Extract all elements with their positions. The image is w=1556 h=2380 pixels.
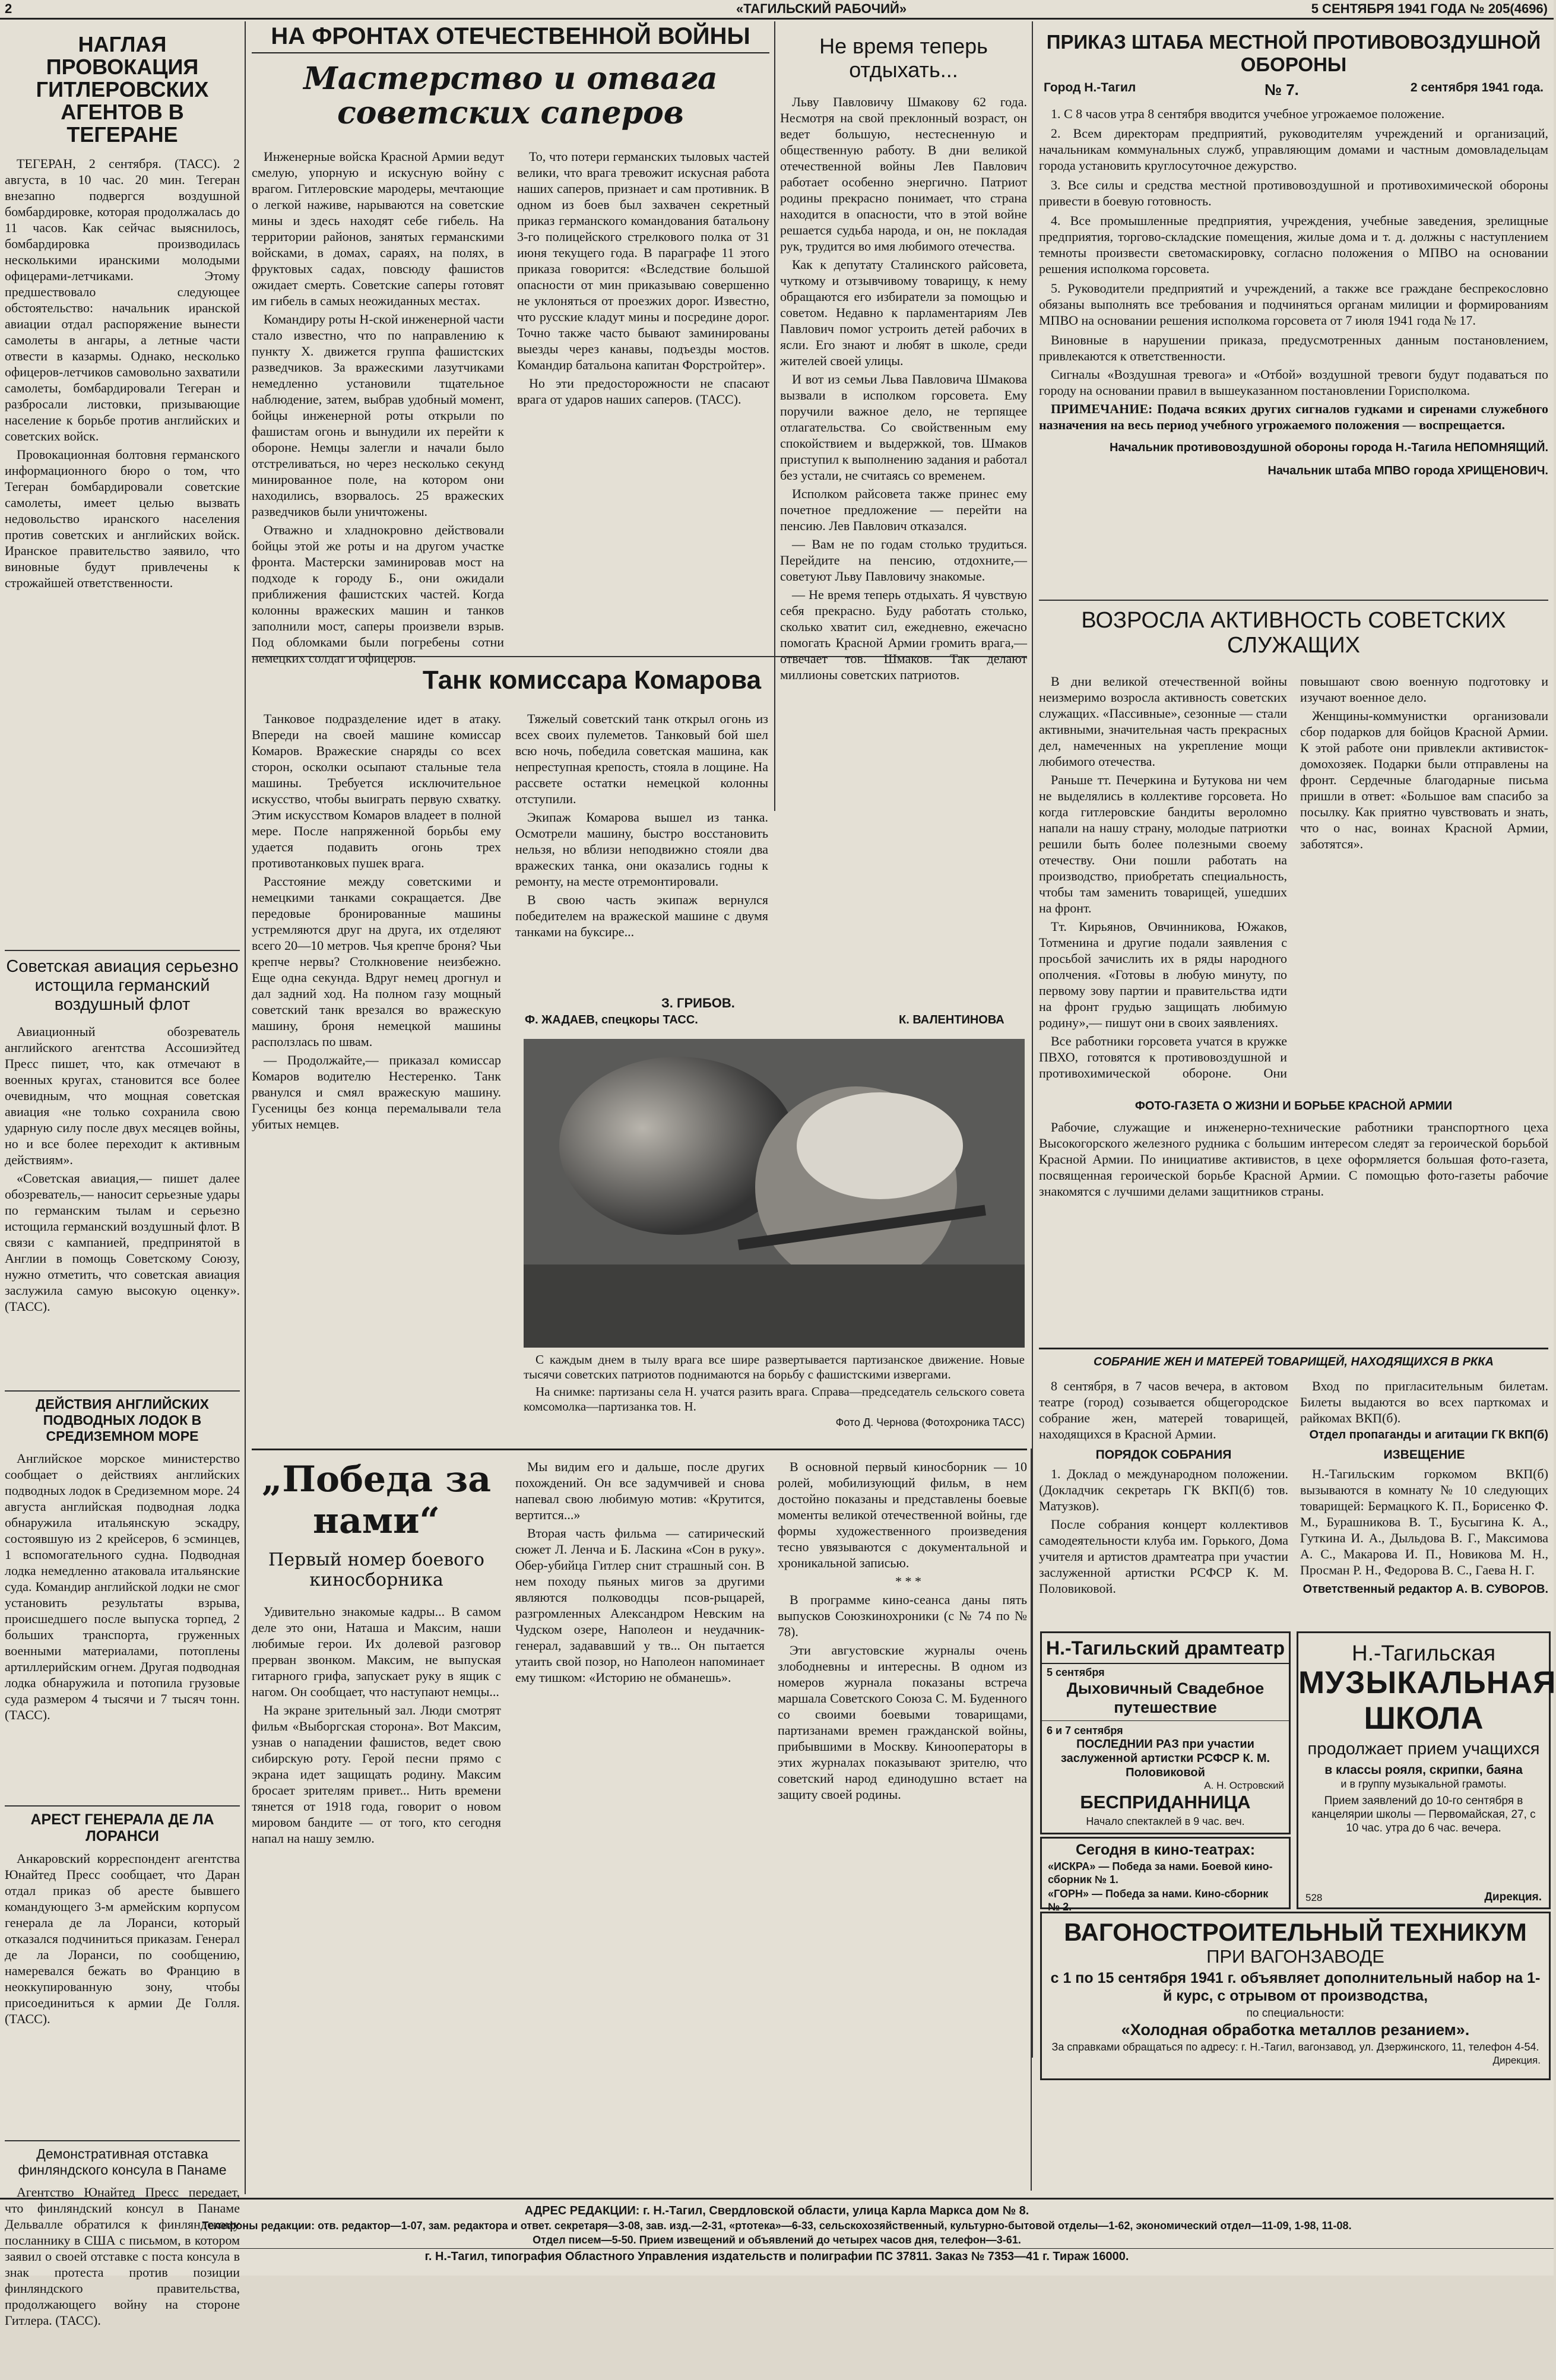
footer-notices: Отдел писем—5-50. Прием извещений и объявлений до четырех часов дня, телефон—3-61. <box>533 2234 1021 2246</box>
meeting-agenda: 1. Доклад о международном положении. (Докладчик секретарь ГК ВКП(б) тов. Матузков). После собрания концерт коллективов самодеятельности клуба им. Горького, Дома учителя и артистов драмтеатра при участии заслуженной артистки РСФСР К. М. Половиковой. <box>1039 1466 1288 1596</box>
newspaper-name: «ТАГИЛЬСКИЙ РАБОЧИЙ» <box>736 1 907 16</box>
cinema-ad <box>1040 1837 1291 1913</box>
order-item: 2. Всем директорам предприятий, руководителям учреждений и организаций, начальникам коммунальных служб, управляющим домами и частным домовладельцам города установить круглосуточное дежурство. <box>1039 126 1548 173</box>
order-date: 2 сентября 1941 года. <box>1410 81 1544 94</box>
drama-theatre-ad <box>1040 1631 1291 1834</box>
article-body-tank-left: Танковое подразделение идет в атаку. Впереди на своей машине комиссар Комаров. Вражеские снаряды со всех сторон, осколки осыпают стальные тела машины. Требуется исключительное искусство, чтобы выиграть первую схватку. Этим искусством Комаров владеет в полной мере. После напряженной борьбы ему удается подавить огонь трех противотанковых пушек врага. Расстояние между советскими и немецкими танками сокращается. Две передовые бронированные машины устремляются друг на друга, их отделяют всего 20—10 метров. Чья крепче броня? Чьи крепче нервы? Столкновение неизбежно. Еще одна секунда. Вдруг немец дрогнул и дал задний ход. На полном газу мощный советский танк врезался во вражескую машину, броня немецкой машины расползлась по швам. — Продолжайте,— приказал комиссар Комаров водителю Нестеренко. Танк рванулся и смял вражескую машину. Гусеницы без конца перемалывали тела убитых немцев. <box>252 711 501 1132</box>
theatre-title: Н.-Тагильский драмтеатр <box>1042 1633 1289 1664</box>
technicum-line-3: с 1 по 15 сентября 1941 г. объявляет дополнительный набор на 1-й курс, с отрывом от производства, <box>1050 1970 1541 2004</box>
article-title-tehran: НАГЛАЯ ПРОВОКАЦИЯ ГИТЛЕРОВСКИХ АГЕНТОВ В ТЕГЕРАНЕ <box>36 32 209 147</box>
footer-address: АДРЕС РЕДАКЦИИ: г. Н.-Тагил, Свердловской области, улица Карла Маркса дом № 8. <box>524 2204 1029 2217</box>
article-body-sappers: Инженерные войска Красной Армии ведут смелую, упорную и искусную войну с врагом. Гитлеровские мародеры, мечтающие о легкой наживе, нарываются на советские мины и здесь находят себе гибель. На территории районов, занятых германскими войсками, в домах, сараях, на полях, в фруктовых садах, повсюду фашистов ожидает смерть. Советские саперы готовят им гибель в самых неожиданных местах. Командиру роты Н-ской инженерной части стало известно, что по направлению к пункту Х. движется группа фашистских разведчиков. За вражескими лазутчиками немедленно установили тщательное наблюдение, затем, выбрав удобный момент, бойцы инженерной роты открыли по фашистам огонь и вынудили их перейти к обороне. Немцы залегли и начали было отстреливаться, но через несколько секунд минированное поле, на котором они находились, взорвалось. 25 вражеских разведчиков были уничтожены. Отважно и хладнокровно действовали бойцы этой же роты и на другом участке фронта. Мастерски заминировав мост на подходе к городу Б., они ожидали приближения фашистских частей. Когда колонны вражеских машин и танков заполнили мост, саперы произвели взрыв. Под обломками были погребены сотни немецких солдат и офицеров. То, что потери германских тыловых частей велики, что врага тревожит искусная работа наших саперов, признает и сам противник. В одном из боев был захвачен секретный приказ германского командования батальону 3-го полицейского стрелкового полка от 31 июня текущего года. В параграфе 11 этого приказа говорится: «Вследствие большой опасности от мин приказываю совершенно не уклоняться от проезжих дорог. Известно, что русские кладут мины и посредине дорог. Точно также часто бывают заминированы выезды через канавы, подъезды мостов. Командир батальона капитан Форстройтер». Но эти предосторожности не спасают врага от ударов наших саперов. (ТАСС). <box>252 149 769 665</box>
column-divider <box>1032 21 1033 2058</box>
music-line-4: продолжает прием учащихся <box>1307 1739 1540 1758</box>
film-body-1: Удивительно знакомые кадры... В самом деле это они, Наташа и Максим, наши любимые герои. Их долевой разговор прерван звонком. Максим, не выпуская гитарного грифа, запускает руку в ящик с нагом. Он сообщает, что наступают немцы... На экране зрительный зал. Люди смотрят фильм «Выборгская сторона». Вот Максим, узнав о нападении фашистов, ведет свою сибирскую роту. Герой песни прямо с экрана идет защищать родину. Максим бросает зрителям привет... Нить времени тянется от 1918 года, говорит о новом мировом бандите — от того, кто сегодня напал на нашу землю. <box>252 1604 501 1846</box>
meeting-agenda-title: ПОРЯДОК СОБРАНИЯ <box>1095 1448 1232 1462</box>
activity-article <box>1039 600 1548 1343</box>
article-title-sappers: Мастерство и отвага советских саперов <box>303 61 718 131</box>
page-footer <box>0 2198 1554 2277</box>
left-column <box>5 23 240 2328</box>
technicum-line-4: по специальности: <box>1246 2007 1345 2020</box>
order-item: 5. Руководители предприятий и учреждений, а также все граждане беспрекословно обязаны выполнять все требования и подчиняться органам милиции и формированиям МПВО на основании решения исполкома горсовета от 7 июля 1941 года № 17. <box>1039 281 1548 328</box>
order-signature-1: Начальник противовоздушной обороны города Н.-Тагила НЕПОМНЯЩИЙ. <box>1109 441 1548 454</box>
film-body-2: Мы видим его и дальше, после других похождений. Он все задумчивей и снова напевал свою любимую мотив: «Крутится, вертится...» Вторая часть фильма — сатирический сюжет Л. Ленча и Б. Ласкина «Сон в руку». Обер-убийца Гитлер снит страшный сон. В нем походу пьяных мигов за другими являются полководцы псов-рыцарей, разгромленных Александром Невским на Чудском озере, Наполеон и неудачник-генерал, задававший у тв... Он пытается утаить свой позор, но Наполеон напоминает ему тишком: «Историю не обманешь». <box>515 1459 765 1685</box>
article-title-arrest: АРЕСТ ГЕНЕРАЛА ДЕ ЛА ЛОРАНСИ <box>30 1811 214 1845</box>
footer-print: г. Н.-Тагил, типография Областного Управления издательств и полиграфии ПС 37811. Заказ № 7353—41 г. Тираж 16000. <box>0 2248 1554 2264</box>
theatre-show-2: ПОСЛЕДНИИ РАЗ при участии заслуженной артистки РСФСР К. М. Половиковой <box>1060 1738 1270 1779</box>
article-body-arrest: Анкаровский корреспондент агентства Юнайтед Пресс сообщает, что Даран отдал приказ об аресте бывшего командующего 3-м армейским корпусом генерала де ла Лоранси, который отказался подчиниться приказам. Генерал де ла Лоранси, по сообщению, намеревался бежать во Францию в неоккупированную зону, чтобы присоединиться к армии Де Голля. (ТАСС). <box>5 1851 240 2026</box>
tank-author: З. ГРИБОВ. <box>661 996 735 1010</box>
article-title-not-time: Не время теперь отдыхать... <box>819 34 988 82</box>
cinema-listing-1: «ИСКРА» — Победа за нами. Боевой кино-сборник № 1. <box>1048 1861 1273 1885</box>
fronts-article <box>252 23 769 665</box>
film-subtitle: Первый номер боевого киносборника <box>268 1549 484 1590</box>
article-title-tank: Танк комиссара Комарова <box>422 665 762 695</box>
tank-photo-credit: Ф. ЖАДАЕВ, спецкоры ТАСС. <box>525 1013 698 1026</box>
music-line-2: МУЗЫКАЛЬНАЯ <box>1298 1665 1556 1700</box>
meeting-title: СОБРАНИЕ ЖЕН И МАТЕРЕЙ ТОВАРИЩЕЙ, НАХОДЯЩИХСЯ В РККА <box>1094 1355 1494 1368</box>
article-title-submarines: ДЕЙСТВИЯ АНГЛИЙСКИХ ПОДВОДНЫХ ЛОДОК В СРЕДИЗЕМНОМ МОРЕ <box>36 1396 209 1444</box>
page-header <box>0 0 1554 20</box>
order-note: ПРИМЕЧАНИЕ: Подача всяких других сигналов гудками и сиренами служебного назначения на весь период учебного угрожаемого положения — воспрещается. <box>1039 401 1548 432</box>
photo-caption-text: С каждым днем в тылу врага все шире развертывается партизанское движение. Новые тысячи советских патриотов поднимаются на борьбу с фашистскими извергами. <box>524 1352 1025 1381</box>
article-body-aviation: Авиационный обозреватель английского агентства Ассошиэйтед Пресс пишет, что, как отмечают в военных кругах, становится все более очевидным, что мощная советская авиация «не только сохранила свою ударную силу после двух месяцев войны, но и все более переходит к активным действиям». «Советская авиация,— пишет далее обозреватель,— наносит серьезные удары по германским тылам и серьезно истощила германский воздушный флот. В связи с кампанией, предпринятой в Англии в помощь Советскому Союзу, нужно отметить, что советская авиация заслужила самую высокую оценку». (ТАСС). <box>5 1024 240 1314</box>
technicum-ad <box>1040 1912 1551 2080</box>
photo-gazette-body: Рабочие, служащие и инженерно-технические работники транспортного цеха Высокогорского железного рудника с большим интересом следят за героической борьбой Красной Армии. По инициативе активистов, в цехе оформляется большая фото-газета, посвященная героической борьбе Красной Армии. С помощью фото-газеты рабочие знакомятся с лучшими делами защитников страны. <box>1039 1120 1548 1199</box>
column-divider <box>245 21 246 2194</box>
footer-phones: Телефоны редакции: отв. редактор—1-07, зам. редактора и ответ. секретаря—3-08, зав. изд.—2-31, «ртотека»—6-33, сельскохозяйственный, культурно-бытовой отделы—1-62, экономический отдел—11-09, 1-98, 11-08. <box>202 2220 1352 2232</box>
photo-gazette-subtitle: ФОТО-ГАЗЕТА О ЖИЗНИ И БОРЬБЕ КРАСНОЙ АРМИИ <box>1134 1099 1453 1113</box>
time-author: К. ВАЛЕНТИНОВА <box>899 1013 1004 1026</box>
music-signature: Дирекция. <box>1484 1891 1542 1903</box>
partisans-image-icon <box>524 1039 1025 1348</box>
article-title-consul: Демонстративная отставка финляндского консула в Панаме <box>18 2146 227 2178</box>
music-line-5: в классы рояля, скрипки, баяна <box>1324 1763 1523 1777</box>
article-title-activity: ВОЗРОСЛА АКТИВНОСТЬ СОВЕТСКИХ СЛУЖАЩИХ <box>1081 608 1506 658</box>
film-review <box>252 1449 1027 2192</box>
film-body-3: В основной первый киносборник — 10 ролей, мобилизующий фильм, в нем достойно показаны и представлены боевые моменты великой отечественной войны, где формы художественного произведения тесно увязываются с документальной и хроникальной записью. * * * В программе кино-сеанса даны пять выпусков Союзкинохроники (с № 74 по № 78). Эти августовские журналы очень злободневны и интересны. В одном из номеров журнала показаны встреча маршала Советского Союза С. М. Буденного со своими боевыми товарищами, партизанами времен гражданской войны, прибывшими в Москву. Кинооператоры в этих журналах показывают зрителю, что советский народ единодушно встает на защиту своей родины. <box>778 1459 1027 1802</box>
article-body-activity: В дни великой отечественной войны неизмеримо возросла активность советских служащих. «Пассивные», сезонные — стали активными, значительная часть прекрасных дел, намеченных на укрепление мощи любимого отечества. Раньше тт. Печеркина и Бутукова ни чем не выделялись в коллективе горсовета. Но когда гитлеровские бандиты вероломно напали на нашу страну, молодые патриотки решили быть более полезными своему отечеству. Они пошли работать на производство, приобретать специальность, чтобы там заменить товарищей, ушедших на фронт. Тт. Кирьянов, Овчинникова, Южаков, Тотменина и другие подали заявления с просьбой зачислить их в ряды народного ополчения. «Готовы в любую минуту, по первому зову партии и правительства идти на фронт грудью защищать любимую родину»,— пишут они в своих заявлениях. Все работники горсовета учатся в кружке ПВХО, готовятся к противовоздушной и противохимической обороне. Они повышают свою военную подготовку и изучают военное дело. Женщины-коммунистки организовали сбор подарков для бойцов Красной Армии. К этой работе они привлекли активисток-домохозяек. Подарки были отправлены на фронт. Сердечные благодарные письма пришли в ответ: «Большое вам спасибо за посылку. Как приятно чувствовать и знать, что о нас, воинах Красной Армии, заботятся». <box>1039 674 1548 1080</box>
meeting-body: 8 сентября, в 7 часов вечера, в актовом театре (город) созывается общегородское собрание жен, матерей товарищей, находящихся в Красной Армии. <box>1039 1378 1288 1441</box>
article-body-tank-right: Тяжелый советский танк открыл огонь из всех своих пулеметов. Танковый бой шел всю ночь, победила советская машина, как непреступная крепость, стояла в лощине. На рассвете остатки немецкой колонны отступили. Экипаж Комарова вышел из танка. Осмотрели машину, быстро восстановить нельзя, но вблизи неподвижно стояли два вражеских танка, они оказались годны к ремонту, на месте отремонтировали. В свою часть экипаж вернулся победителем на вражеской машине с двумя танками на буксире... <box>515 711 768 939</box>
column-divider <box>1031 1449 1032 2191</box>
technicum-line-1: ВАГОНОСТРОИТЕЛЬНЫЙ ТЕХНИКУМ <box>1064 1918 1527 1946</box>
partisans-photo <box>524 1039 1025 1348</box>
meeting-dept: Отдел пропаганды и агитации ГК ВКП(б) <box>1309 1428 1548 1441</box>
page-number: 2 <box>5 1 12 16</box>
section-banner: НА ФРОНТАХ ОТЕЧЕСТВЕННОЙ ВОЙНЫ <box>252 23 769 53</box>
theatre-date-1: 5 сентября <box>1047 1666 1105 1678</box>
order-item: 1. С 8 часов утра 8 сентября вводится учебное угрожаемое положение. <box>1051 106 1445 121</box>
photo-credit: Фото Д. Чернова (Фотохроника ТАСС) <box>835 1416 1025 1428</box>
cinema-title: Сегодня в кино-театрах: <box>1075 1842 1256 1858</box>
photo-caption <box>524 1352 1025 1441</box>
issue-date: 5 СЕНТЯБРЯ 1941 ГОДА № 205(4696) <box>1311 1 1548 16</box>
theatre-show-1: Дыховичный Свадебное путешествие <box>1066 1679 1265 1716</box>
music-line-1: Н.-Тагильская <box>1352 1641 1495 1665</box>
technicum-signature: Дирекция. <box>1492 2055 1541 2066</box>
music-line-3: ШКОЛА <box>1364 1701 1484 1736</box>
music-school-ad <box>1297 1631 1556 1909</box>
order-item: 3. Все силы и средства местной противовоздушной и противохимической обороны привести в боевую готовность. <box>1039 178 1548 208</box>
article-body-consul: Агентство Юнайтед Пресс передает, что финляндский консул в Панаме Дельвалле обратился к финляндскому посланнику в США с письмом, в котором заявил о своей отставке с поста консула в знак протеста против позиции финляндского правительства, продолжающего войну на стороне Гитлера. (ТАСС). <box>5 2185 240 2328</box>
film-title: „Победа за нами“ <box>261 1459 492 1542</box>
order-body: 1. С 8 часов утра 8 сентября вводится учебное угрожаемое положение. 2. Всем директорам предприятий, руководителям учреждений и организаций, начальникам коммунальных служб, управляющим домами и частным домовладельцам города установить круглосуточное дежурство. 3. Все силы и средства местной противовоздушной и противохимической обороны привести в боевую готовность. 4. Все промышленные предприятия, учреждения, учебные заведения, зрелищные предприятия, торгово-складские помещения, жилые дома и т. д. должны с наступлением темноты произвести светомаскировку, согласно положения о МПВО на основании решения исполкома горсовета. 5. Руководители предприятий и учреждений, а также все граждане беспрекословно обязаны выполнять все требования и подчиняться органам милиции и формированиям МПВО на основании решения исполкома горсовета от 7 июля 1941 года № 17. Виновные в нарушении приказа, предусмотренных данным постановлением, привлекаются к ответственности. Сигналы «Воздушная тревога» и «Отбой» воздушной тревоги будут подаваться по городу на основании правил в вышеуказанном постановлении Горисполкома. ПРИМЕЧАНИЕ: Подача всяких других сигналов гудками и сиренами служебного назначения на весь период учебного угрожаемого положения — воспрещается. <box>1039 106 1548 432</box>
notice-title: ИЗВЕЩЕНИЕ <box>1383 1448 1465 1462</box>
meeting-announcement <box>1039 1348 1548 1628</box>
technicum-line-5: «Холодная обработка металлов резанием». <box>1121 2021 1470 2039</box>
music-ad-number: 528 <box>1305 1892 1323 1903</box>
theatre-time: Начало спектаклей в 9 час. веч. <box>1086 1815 1245 1827</box>
order-item: 4. Все промышленные предприятия, учреждения, учебные заведения, зрелищные предприятия, торгово-складские помещения, жилые дома и т. д. должны с наступлением темноты произвести светомаскировку, согласно положения о МПВО на основании решения исполкома горсовета. <box>1039 213 1548 276</box>
technicum-line-2: ПРИ ВАГОНЗАВОДЕ <box>1206 1946 1384 1967</box>
order-city: Город Н.-Тагил <box>1044 81 1136 94</box>
technicum-line-6: За справками обращаться по адресу: г. Н.-Тагил, вагонзавод, ул. Дзержинского, 11, телефон 4-54. <box>1051 2041 1539 2053</box>
theatre-date-2: 6 и 7 сентября <box>1047 1725 1123 1736</box>
theatre-show-3: БЕСПРИДАННИЦА <box>1080 1792 1251 1812</box>
notice-body: Н.-Тагильским горкомом ВКП(б) вызываются в комнату № 10 следующих товарищей: Бермацкого К. П., Борисенко Ф. М., Бурашникова В. Т., Бусыгина К. А., Гуткина И. А., Дыльдова В. Г., Максимова А. С., Макарова И. П., Новикова М. Н., Просман Р. Н., Федорова В. С., Гаева Н. Г. <box>1300 1466 1548 1577</box>
editor-signature: Ответственный редактор А. В. СУВОРОВ. <box>1303 1583 1548 1596</box>
theatre-author: А. Н. Островский <box>1204 1780 1284 1791</box>
music-line-6: и в группу музыкальной грамоты. <box>1340 1778 1507 1790</box>
article-title-aviation: Советская авиация серьезно истощила германский воздушный флот <box>6 957 239 1014</box>
order-number: № 7. <box>1265 81 1299 99</box>
article-body-tehran: ТЕГЕРАН, 2 сентября. (ТАСС). 2 августа, в 10 час. 20 мин. Тегеран внезапно подвергся воздушной бомбардировке, которая продолжалась до 11 часов. Как сейчас выяснилось, бомбардировка производилась несколькими иранскими молодыми офицерами-летчиками. Этому предшествовало следующее обстоятельство: начальник иранской авиации отдал распоряжение вынести самолеты в ангары, а летные части отвести в казармы. Однако, несколько офицеров-летчиков самовольно захватили самолеты, бомбардировали Тегеран и разбросали листовки, призывающие население к борьбе против английских и советских войск. Провокационная болтовня германского информационного бюро о том, что Тегеран бомбардировали советские самолеты, имеет целью вызвать недовольство иранского населения против советских и английских войск. Иранское правительство заявило, что виновные будут привлечены к строжайшей ответственности. <box>5 156 240 590</box>
order-signature-2: Начальник штаба МПВО города ХРИЩЕНОВИЧ. <box>1267 464 1548 477</box>
order-title: ПРИКАЗ ШТАБА МЕСТНОЙ ПРОТИВОВОЗДУШНОЙ ОБОРОНЫ <box>1046 31 1541 75</box>
meeting-entry: Вход по пригласительным билетам. Билеты выдаются во всех парткомах и райкомах ВКП(б). <box>1300 1378 1548 1425</box>
cinema-listing-2: «ГОРН» — Победа за нами. Кино-сборник № 2. <box>1048 1888 1269 1913</box>
mpvo-order <box>1039 23 1548 592</box>
music-line-7: Прием заявлений до 10-го сентября в канцелярии школы — Первомайская, 27, с 10 час. утра до 6 час. вечера. <box>1311 1795 1536 1834</box>
article-body-submarines: Английское морское министерство сообщает о действиях английских подводных лодок в Средиземном море. 24 августа английская подводная лодка обнаружила итальянскую эскадру, состоявшую из 2 крейсеров, 6 эсминцев, 1 вспомогательного судна. Подводная лодка немедленно атаковала итальянские суда. Командир английской лодки не смог установить результаты взрыва, происшедшего после выпуска торпед, 2 больших транспорта, груженных военными материалами, потоплены артиллерийским огнем. Другая подводная лодка обнаружила и потопила грузовые суда размером 4 тысячи и 7 тысяч тонн. (ТАСС). <box>5 1451 240 1722</box>
order-items <box>1039 106 1548 328</box>
photo-caption-text-2: На снимке: партизаны села Н. учатся разить врага. Справа—председатель сельского совета комсомолка—партизанка тов. Н. <box>524 1384 1025 1414</box>
article-body-not-time: Льву Павловичу Шмакову 62 года. Несмотря на свой преклонный возраст, он ведет большую, нестесненную и общественную работу. В дни великой отечественной войны Лев Павлович работает особенно энергично. Патриот родины прекрасно понимает, что страна находится в опасности, что в этой войне решается судьба народа, и он, не покладая рук, трудится во имя любимого отечества. Как к депутату Сталинского райсовета, чуткому и отзывчивому товарищу, к нему обращаются его избиратели за помощью и советом. Недавно к парламентариям Лев Павлович помог устроить детей рабочих в ясли. Его знают и любят в школе, среди жителей своей улицы. И вот из семьи Льва Павловича Шмакова вызвали в исполком горсовета. Ему поручили важное дело, не терпящее отлагательства. Со свойственным ему спокойствием и выдержкой, тов. Шмаков приступил к выполнению задания и работал без устали, не считаясь со временем. Исполком райсовета также принес ему почетное предложение — перейти на пенсию. Лев Павлович отказался. — Вам не по годам столько трудиться. Перейдите на пенсию, отдохните,— советуют Льву Павловичу знакомые. — Не время теперь отдыхать. Я чувствую себя прекрасно. Буду работать столько, сколько хватит сил, ежедневно, ежечасно помогать Красной Армии громить врага,— отвечает тов. Шмаков. Так делают миллионы советских патриотов. <box>780 94 1027 682</box>
